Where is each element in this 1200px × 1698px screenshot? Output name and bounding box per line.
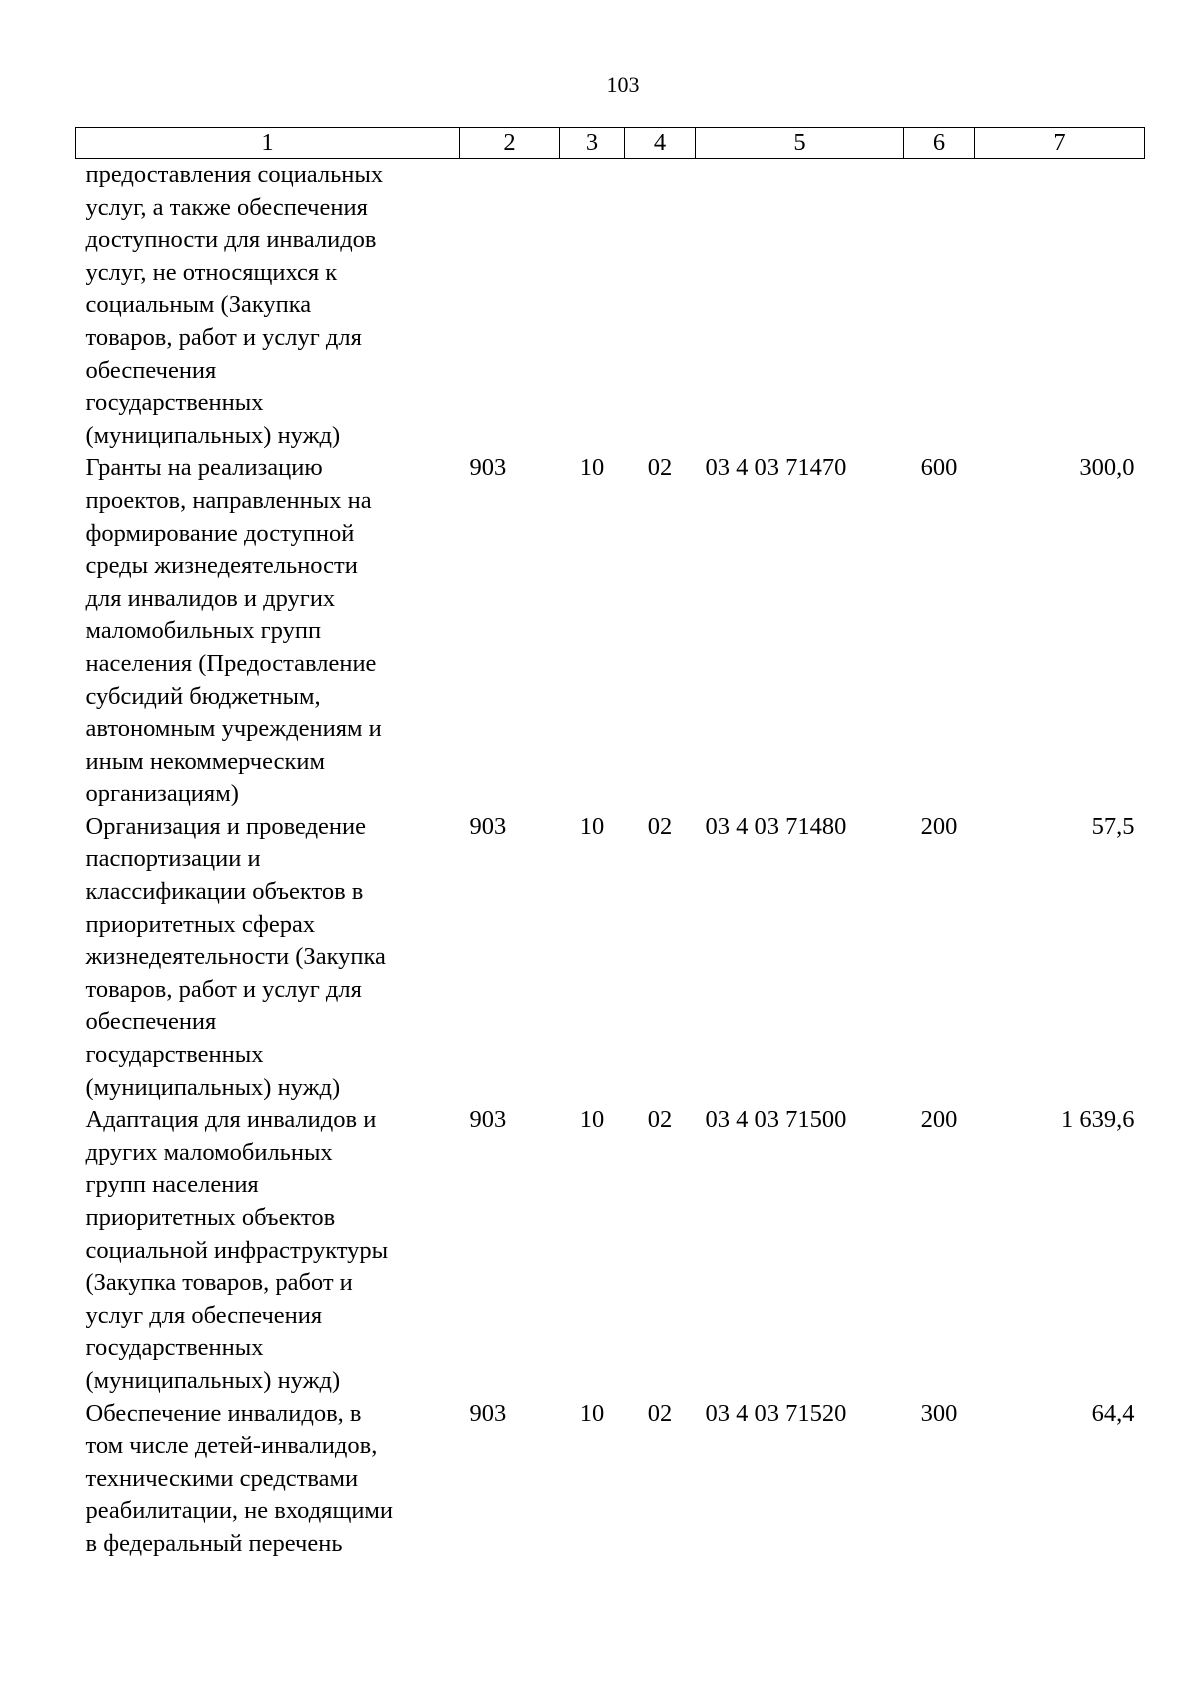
column-header-6: 6 [904, 128, 975, 159]
item-name-line: приоритетных сферах [85, 910, 316, 938]
item-name-cell [76, 1398, 460, 1561]
subsection-code-cell [625, 159, 696, 453]
item-name-line: услуг, а также обеспечения [85, 193, 368, 221]
subsection-code-cell: 02 [647, 812, 673, 840]
expense-type-cell: 200 [920, 812, 958, 840]
table-row [76, 452, 1145, 811]
amount-cell: 64,4 [1091, 1399, 1135, 1427]
item-name-line: (Закупка товаров, работ и [85, 1269, 353, 1297]
item-name-line: доступности для инвалидов [85, 226, 377, 254]
item-name-line: техническими средствами [85, 1464, 359, 1492]
column-header-1: 1 [76, 128, 460, 159]
item-name-line: жизнедеятельности (Закупка [85, 943, 386, 971]
item-name-line: обеспечения [85, 1008, 217, 1036]
item-name-line: услуг, не относящихся к [85, 258, 338, 286]
amount-cell: 57,5 [1091, 812, 1135, 840]
table-row [76, 1398, 1145, 1561]
item-name-cell [76, 159, 460, 453]
item-name-line: (муниципальных) нужд) [85, 1366, 341, 1394]
budget-table [75, 127, 1145, 1561]
subsection-code-cell: 02 [647, 1106, 673, 1134]
amount-cell [975, 159, 1145, 453]
amount-cell: 300,0 [1079, 454, 1135, 482]
item-name-line: паспортизации и [85, 845, 261, 873]
item-name-line: проектов, направленных на [85, 486, 372, 514]
ministry-code-cell: 903 [469, 812, 507, 840]
item-name-line: среды жизнедеятельности [85, 552, 358, 580]
expense-type-cell: 200 [920, 1106, 958, 1134]
item-name-line: Обеспечение инвалидов, в [85, 1399, 362, 1427]
item-name-line: государственных [85, 1334, 264, 1362]
item-name-line: реабилитации, не входящими [85, 1497, 394, 1525]
item-name-line: других маломобильных [85, 1138, 333, 1166]
target-article-cell: 03 4 03 71480 [705, 812, 847, 840]
column-header-5: 5 [696, 128, 904, 159]
item-name-line: (муниципальных) нужд) [85, 1073, 341, 1101]
item-name-line: маломобильных групп [85, 617, 322, 645]
table-row [76, 1104, 1145, 1397]
column-header-2: 2 [460, 128, 560, 159]
item-name-cell [76, 1104, 460, 1397]
item-name-line: предоставления социальных [85, 161, 384, 188]
item-name-line: государственных [85, 389, 264, 417]
section-code-cell: 10 [579, 1106, 605, 1134]
table-body [76, 159, 1145, 1561]
item-name-line: Организация и проведение [85, 812, 367, 840]
ministry-code-cell: 903 [469, 454, 507, 482]
subsection-code-cell: 02 [647, 1399, 673, 1427]
item-name-line: классификации объектов в [85, 878, 364, 906]
table-row [76, 159, 1145, 453]
item-name-line: товаров, работ и услуг для [85, 975, 362, 1003]
column-header-4: 4 [625, 128, 696, 159]
item-name-line: Гранты на реализацию [85, 454, 323, 482]
item-name-line: групп населения [85, 1171, 259, 1199]
item-name-line: организациям) [85, 780, 239, 808]
item-name-line: Адаптация для инвалидов и [85, 1106, 377, 1134]
expense-type-cell: 300 [920, 1399, 958, 1427]
item-name-line: социальной инфраструктуры [85, 1236, 389, 1264]
target-article-cell: 03 4 03 71520 [705, 1399, 847, 1427]
section-code-cell: 10 [579, 1399, 605, 1427]
section-code-cell: 10 [579, 454, 605, 482]
amount-cell: 1 639,6 [1061, 1106, 1135, 1134]
item-name-line: иным некоммерческим [85, 747, 325, 775]
item-name-line: государственных [85, 1041, 264, 1069]
table-row [76, 811, 1145, 1104]
item-name-line: (муниципальных) нужд) [85, 421, 341, 449]
subsection-code-cell: 02 [647, 454, 673, 482]
item-name-line: формирование доступной [85, 519, 355, 547]
expense-type-cell: 600 [920, 454, 958, 482]
section-code-cell [560, 159, 625, 453]
item-name-line: услуг для обеспечения [85, 1301, 323, 1329]
ministry-code-cell: 903 [469, 1106, 507, 1134]
expense-type-cell [904, 159, 975, 453]
item-name-line: в федеральный перечень [85, 1529, 343, 1557]
item-name-line: для инвалидов и других [85, 584, 336, 612]
ministry-code-cell: 903 [469, 1399, 507, 1427]
item-name-line: том числе детей-инвалидов, [85, 1432, 378, 1460]
column-header-3: 3 [560, 128, 625, 159]
section-code-cell: 10 [579, 812, 605, 840]
header-row [76, 128, 1145, 159]
item-name-line: товаров, работ и услуг для [85, 323, 362, 351]
table-header [76, 128, 1145, 159]
target-article-cell: 03 4 03 71470 [705, 454, 847, 482]
item-name-line: обеспечения [85, 356, 217, 384]
target-article-cell [696, 159, 904, 453]
page-number: 103 [606, 72, 640, 97]
item-name-line: социальным (Закупка [85, 291, 312, 319]
item-name-cell [76, 452, 460, 811]
item-name-line: автономным учреждениям и [85, 715, 382, 743]
item-name-line: населения (Предоставление [85, 649, 377, 677]
ministry-code-cell [460, 159, 560, 453]
target-article-cell: 03 4 03 71500 [705, 1106, 847, 1134]
column-header-7: 7 [975, 128, 1145, 159]
item-name-cell [76, 811, 460, 1104]
item-name-line: приоритетных объектов [85, 1204, 336, 1231]
item-name-line: субсидий бюджетным, [85, 682, 321, 710]
